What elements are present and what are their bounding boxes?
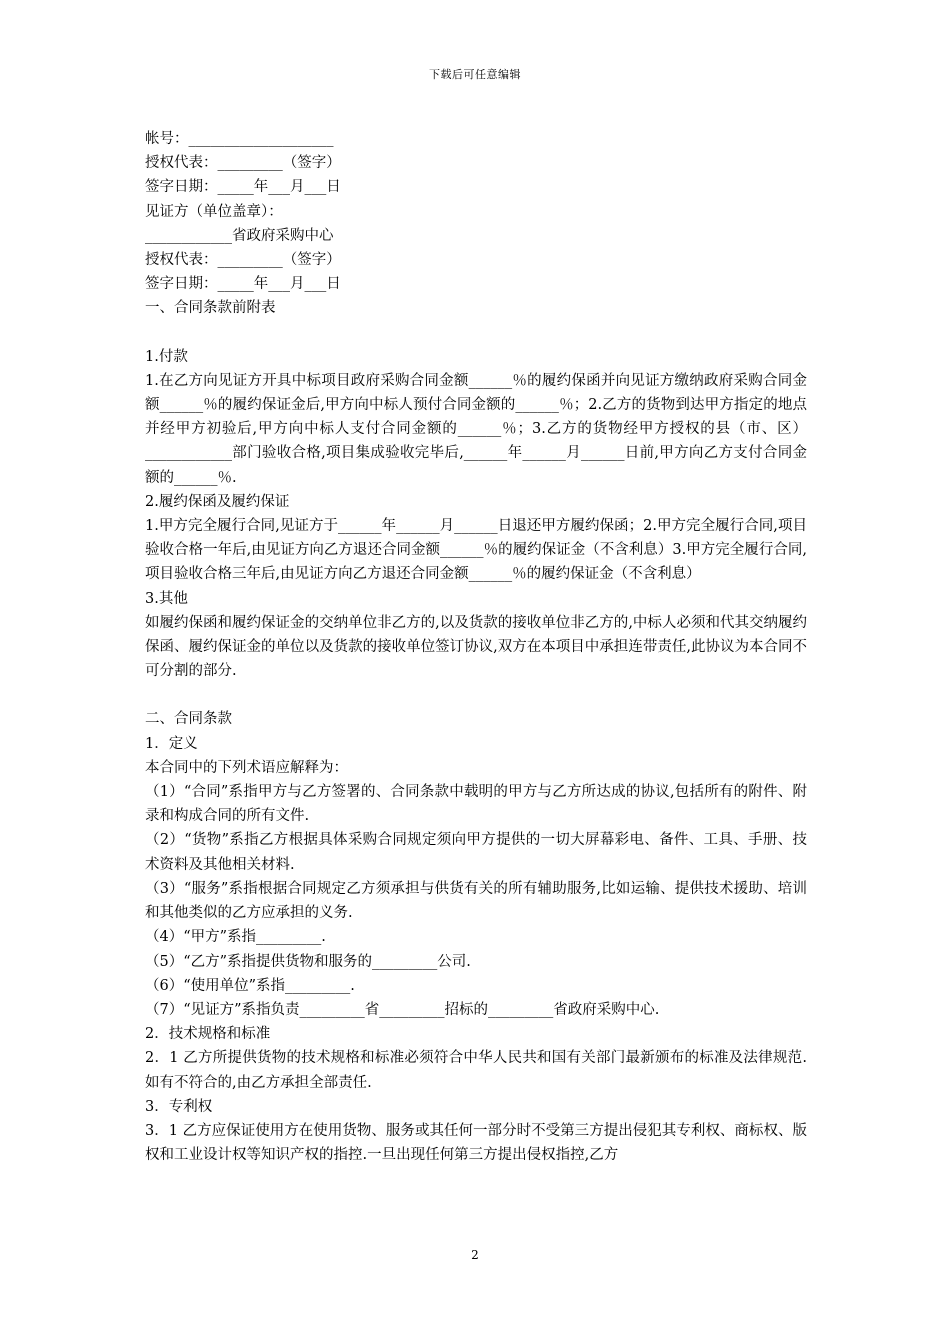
section-title: 二、合同条款 [145,711,232,728]
sign-date-line: 签字日期：_____年___月___日 [145,179,341,196]
payment-paragraph: 1.在乙方向见证方开具中标项目政府采购合同金额______％的履约保函并向见证方缴纳政府采购合同金额______％的履约保证金后,甲方向中标人预付合同金额的______％；2.乙方的货物到达甲方指定的地点并经甲方初验后,甲方向中标人支付合同金额的______％；3.乙方的货物经甲方授权的县（市、区） ____________部门验收合格,项目集成验收完毕后,______年______月______日前,甲方向乙方支付合同金额的______％. [145,372,807,486]
definition-item: （7）“见证方”系指负责_________省_________招标的_________省政府采购中心. [145,1001,660,1018]
witness-line: 见证方（单位盖章）： [145,203,283,220]
document-body [145,127,807,1167]
patent-heading: 3．专利权 [145,1098,213,1115]
authorized-rep-line: 授权代表：_________（签字） [145,155,341,172]
page-header: 下载后可任意编辑 [429,68,521,81]
definition-heading: 1．定义 [145,735,198,752]
other-paragraph: 如履约保函和履约保证金的交纳单位非乙方的,以及货款的接收单位非乙方的,中标人必须和代其交纳履约保函、履约保证金的单位以及货款的接收单位签订协议,双方在本项目中承担连带责任,此协议为本合同不可分割的部分. [145,614,807,680]
account-line: 帐号：____________________ [145,131,334,147]
spacer [145,321,807,345]
tech-spec-paragraph: 2．1 乙方所提供货物的技术规格和标准必须符合中华人民共和国有关部门最新颁布的标准及法律规范.如有不符合的,由乙方承担全部责任. [145,1050,807,1091]
witness-date-line: 签字日期：_____年___月___日 [145,276,341,293]
procurement-center-line: ____________省政府采购中心 [145,227,334,244]
definition-intro: 本合同中的下列术语应解释为： [145,759,348,776]
definition-item: （6）“使用单位”系指_________. [145,977,355,994]
definition-item: （2）“货物”系指乙方根据具体采购合同规定须向甲方提供的一切大屏幕彩电、备件、工具、手册、技术资料及其他相关材料. [145,832,807,873]
definition-item: （5）“乙方”系指提供货物和服务的_________公司. [145,953,471,970]
other-heading: 3.其他 [145,590,188,607]
spacer [145,683,807,707]
guarantee-paragraph: 1.甲方完全履行合同,见证方于______年______月______日退还甲方履约保函；2.甲方完全履行合同,项目验收合格一年后,由见证方向乙方退还合同金额______％的履约保证金（不含利息）3.甲方完全履行合同,项目验收合格三年后,由见证方向乙方退还合同金额______％的履约保证金（不含利息） [145,518,807,583]
guarantee-heading: 2.履约保函及履约保证 [145,493,290,510]
page-number: 2 [471,1248,479,1262]
definition-item: （1）“合同”系指甲方与乙方签署的、合同条款中载明的甲方与乙方所达成的协议,包括所有的附件、附录和构成合同的所有文件. [145,784,807,825]
patent-paragraph: 3．1 乙方应保证使用方在使用货物、服务或其任何一部分时不受第三方提出侵犯其专利权、商标权、版权和工业设计权等知识产权的指控.一旦出现任何第三方提出侵权指控,乙方 [145,1122,807,1164]
definition-item: （3）“服务”系指根据合同规定乙方须承担与供货有关的所有辅助服务,比如运输、提供技术援助、培训和其他类似的乙方应承担的义务. [145,880,807,922]
definition-item: （4）“甲方”系指_________. [145,929,326,946]
tech-spec-heading: 2．技术规格和标准 [145,1026,271,1043]
witness-rep-line: 授权代表：_________（签字） [145,252,341,269]
section-title: 一、合同条款前附表 [145,300,276,317]
payment-heading: 1.付款 [145,348,188,365]
